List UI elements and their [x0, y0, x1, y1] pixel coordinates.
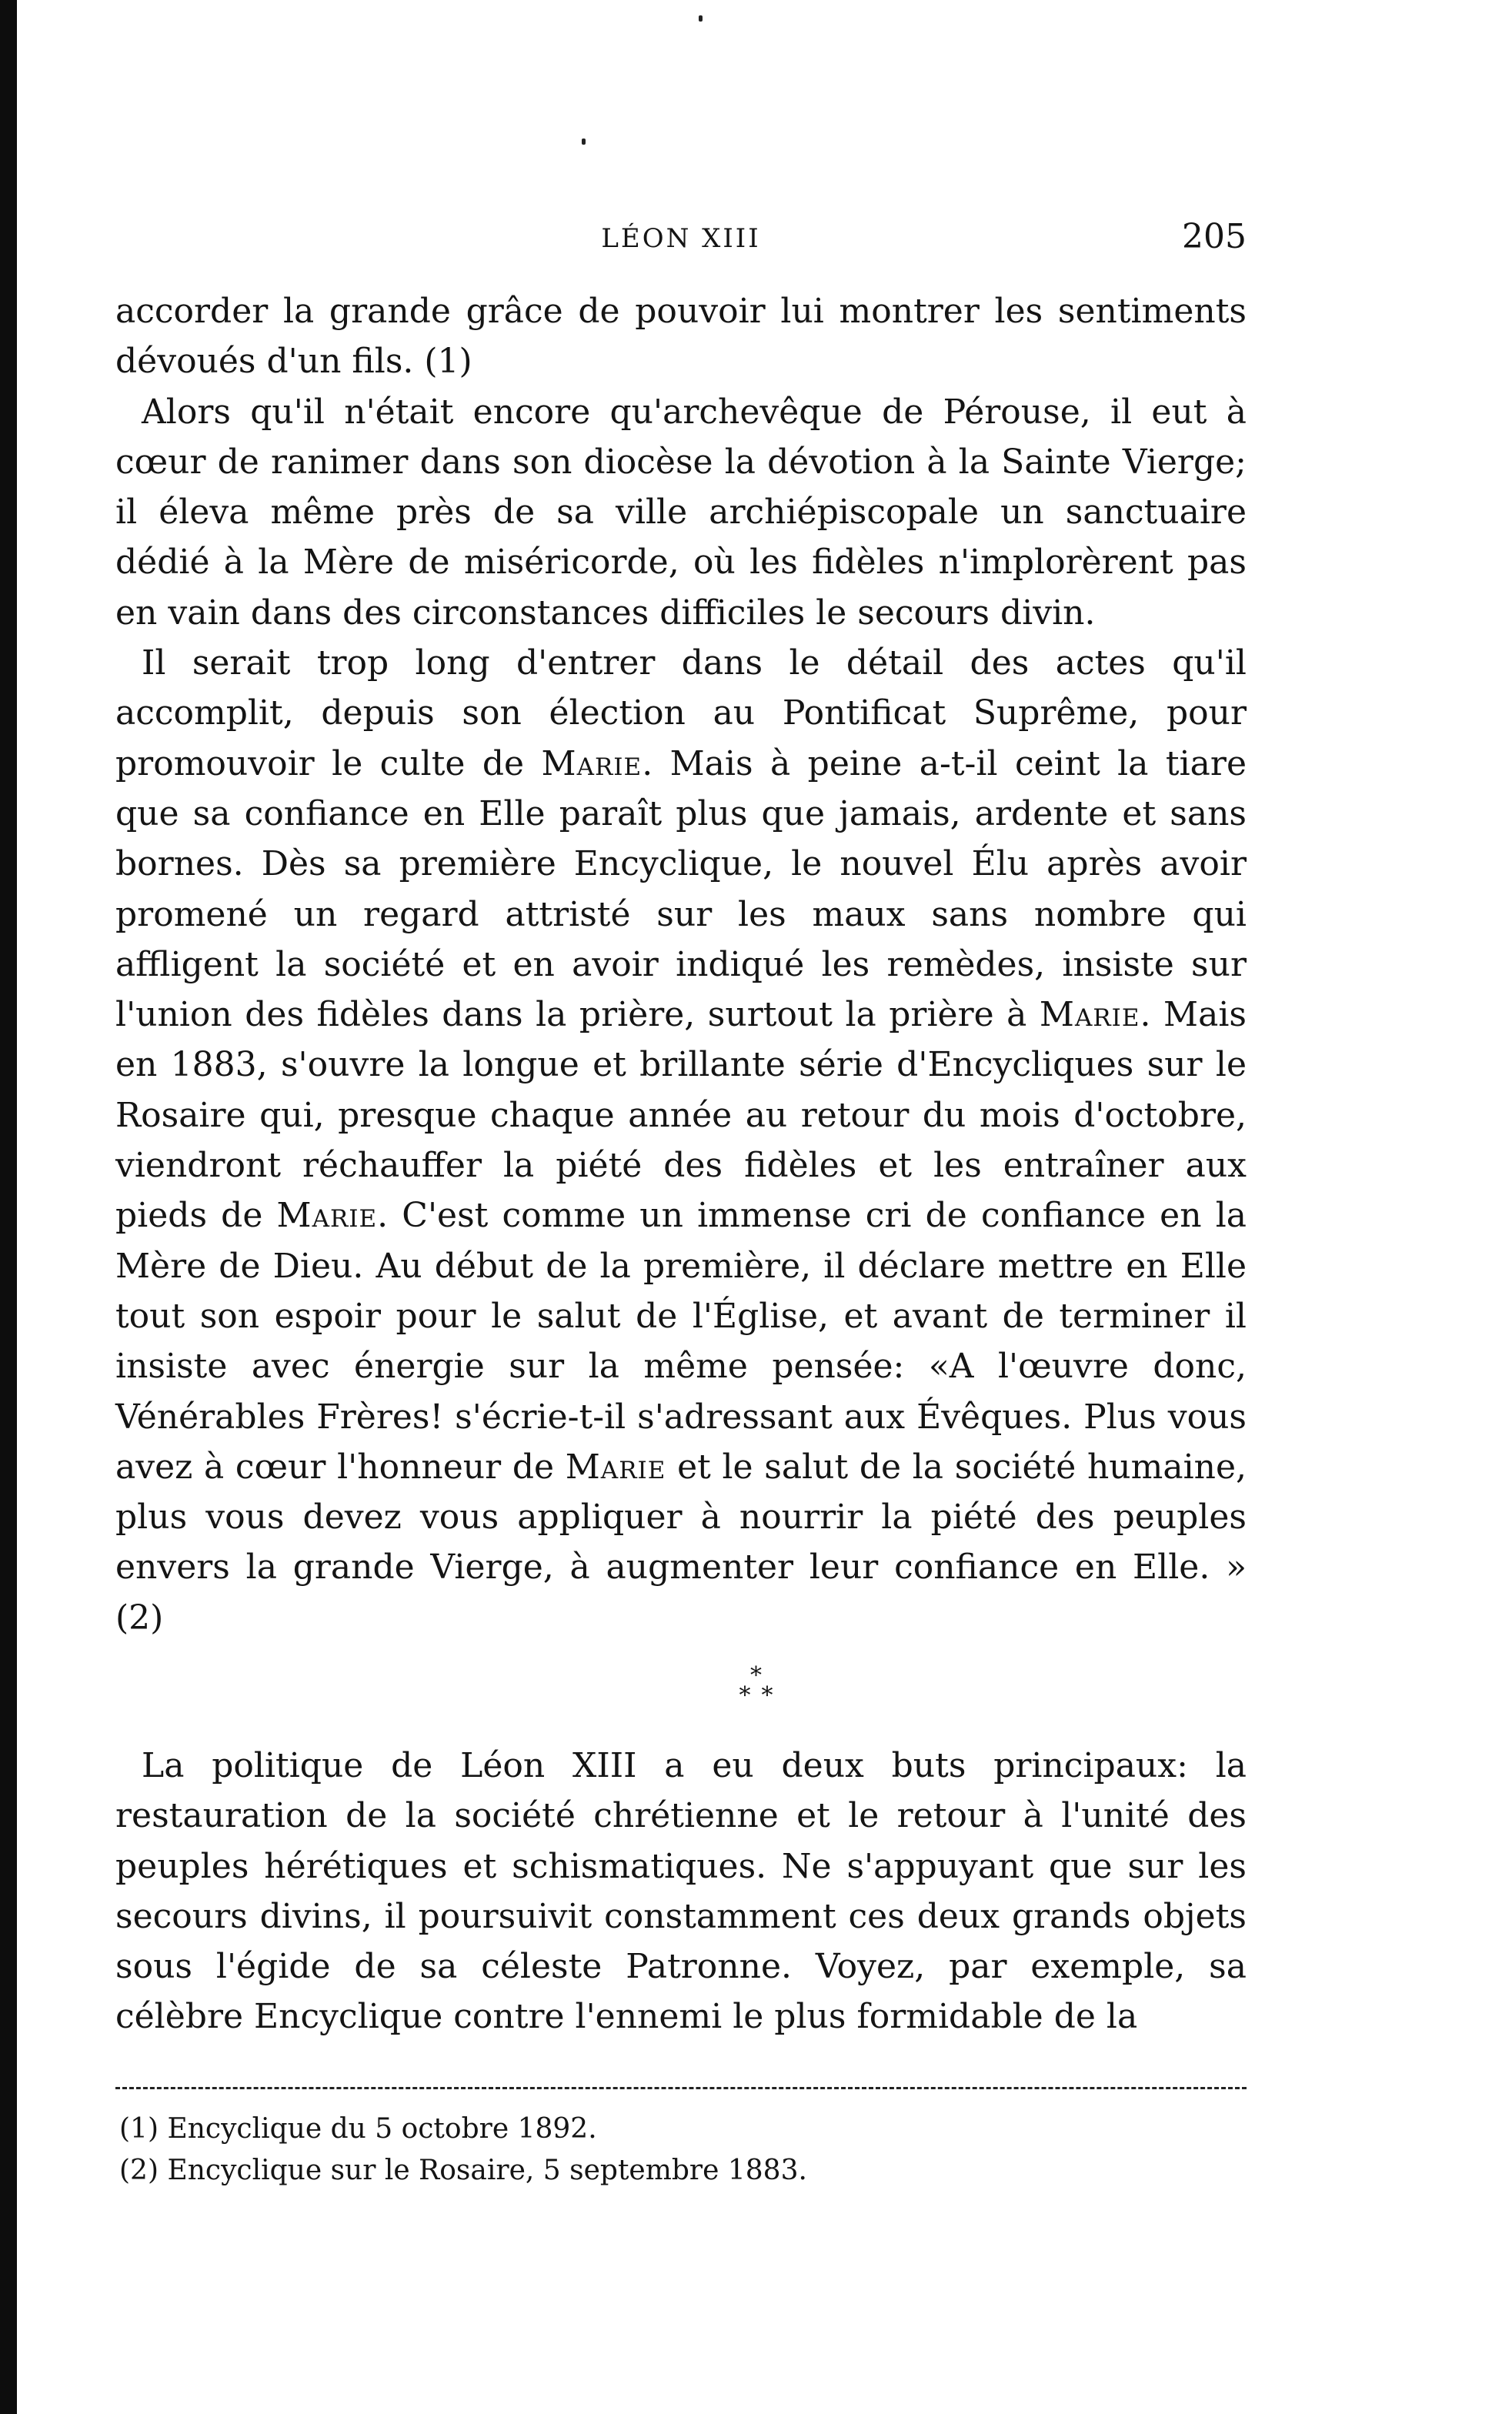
- name-marie: Marie: [541, 743, 643, 783]
- paragraph-text: et le salut de la société humaine, plus vous devez vous appliquer à nourrir la piété des peuples envers la grande Vierge, à augmenter leur confiance en Elle. » (2): [115, 1447, 1247, 1638]
- page-number: 205: [1182, 217, 1247, 256]
- running-head: [115, 217, 1247, 263]
- name-marie: Marie: [1039, 995, 1140, 1035]
- body-text: [115, 286, 1247, 1643]
- footnote-separator: [115, 2087, 1247, 2089]
- paragraph-text: . Mais à peine a-t-il ceint la tiare que sa confiance en Elle paraît plus que jamais, ardente et sans bornes. Dès sa première Encyclique, le nouvel Élu après avoir promené un regard attristé sur les maux sans nombre qui affligent la société et en avoir indiqué les remèdes, insiste sur l'union des fidèles dans la prière, surtout la prière à: [115, 743, 1247, 1035]
- scan-speck: [582, 139, 586, 145]
- paragraph-encycliques: [115, 638, 1247, 1643]
- footnote-1: (1) Encyclique du 5 octobre 1892.: [119, 2113, 597, 2145]
- name-marie: Marie: [565, 1447, 666, 1487]
- paragraph-text: . C'est comme un immense cri de confiance en la Mère de Dieu. Au début de la première, il déclare mettre en Elle tout son espoir pour le salut de l'Église, et avant de terminer il insiste avec énergie sur la même pensée: «A l'œuvre donc, Vénérables Frères! s'écrie-t-il s'adressant aux Évêques. Plus vous avez à cœur l'honneur de: [115, 1196, 1247, 1487]
- paragraph-text: Il serait trop long d'entrer dans le détail des actes qu'il accomplit, depuis son élection au Pontificat Suprême, pour promouvoir le culte de: [115, 643, 1247, 783]
- body-text-section-2: [115, 1741, 1247, 2042]
- footnote-2: (2) Encyclique sur le Rosaire, 5 septembre 1883.: [119, 2155, 807, 2186]
- scan-speck: [699, 15, 703, 22]
- running-head-title: LÉON XIII: [601, 223, 761, 254]
- footnotes: [119, 2108, 1243, 2192]
- paragraph-text: . Mais en 1883, s'ouvre la longue et brillante série d'Encycliques sur le Rosaire qui, presque chaque année au retour du mois d'octobre, viendront réchauffer la piété des fidèles et les entraîner aux pieds de: [115, 995, 1247, 1236]
- asterism-bottom: **: [739, 1682, 784, 1709]
- scan-page-edge: [0, 0, 17, 2414]
- name-marie: Marie: [276, 1196, 378, 1236]
- paragraph-perouse: Alors qu'il n'était encore qu'archevêque de Pérouse, il eut à cœur de ranimer dans son diocèse la dévotion à la Sainte Vierge; il éleva même près de sa ville archiépiscopale un sanctuaire dédié à la Mère de miséricorde, où les fidèles n'implorèrent pas en vain dans des circonstances difficiles le secours divin.: [115, 392, 1247, 633]
- paragraph-politique: La politique de Léon XIII a eu deux buts principaux: la restauration de la société chrétienne et le retour à l'unité des peuples hérétiques et schismatiques. Ne s'appuyant que sur les secours divins, il poursuivit constamment ces deux grands objets sous l'égide de sa céleste Patronne. Voyez, par exemple, sa célèbre Encyclique contre l'ennemi le plus formidable de la: [115, 1746, 1247, 2037]
- asterism-top: *: [750, 1662, 762, 1689]
- paragraph-continuation: accorder la grande grâce de pouvoir lui montrer les sentiments dévoués d'un fils. (1): [115, 292, 1247, 382]
- section-asterism: [0, 1662, 1512, 1712]
